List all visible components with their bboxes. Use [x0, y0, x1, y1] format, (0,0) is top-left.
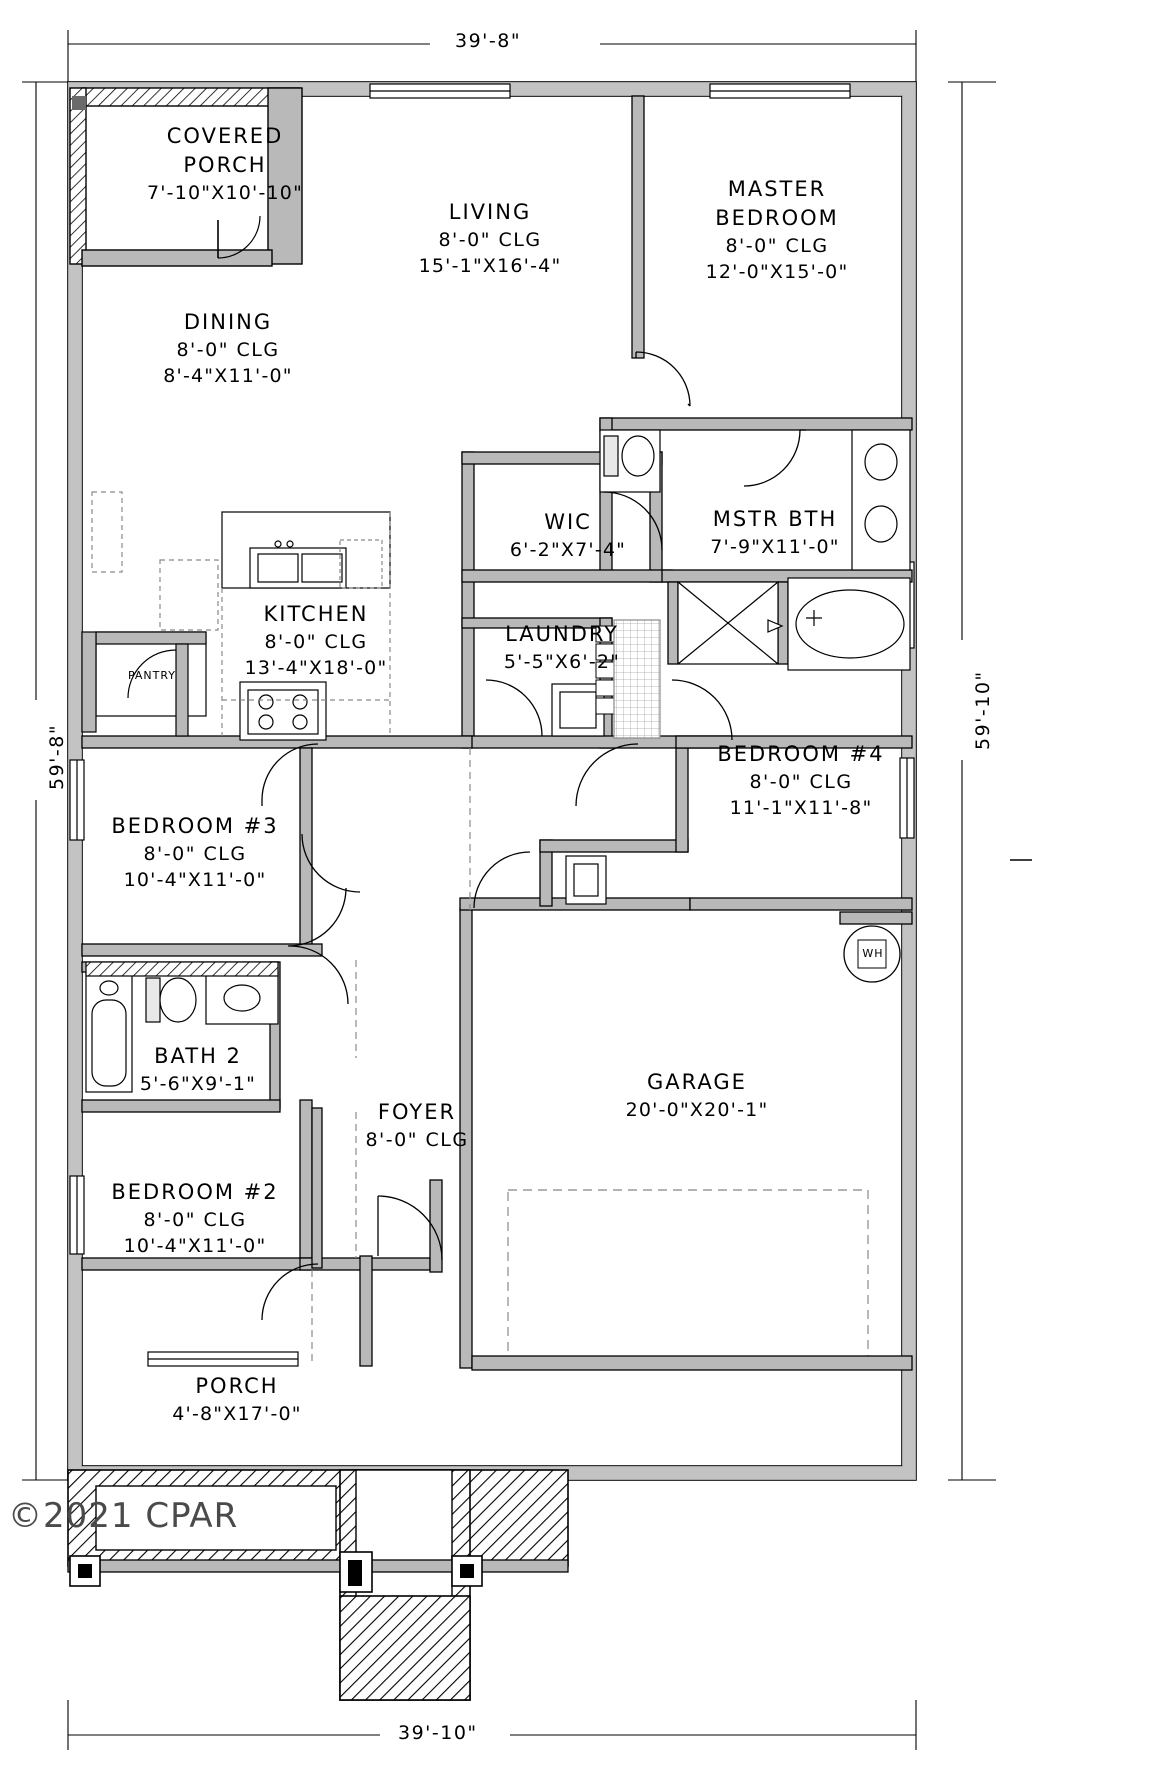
pantry-area	[82, 492, 206, 736]
room-label-bedroom-3: BEDROOM #3 8'-0" CLG 10'-4"X11'-0"	[111, 814, 279, 892]
label-water-heater: WH	[862, 947, 884, 960]
room-label-dining: DINING 8'-0" CLG 8'-4"X11'-0"	[163, 310, 293, 388]
dimension-bottom-width: 39'-10"	[398, 1722, 478, 1744]
room-label-bedroom-2: BEDROOM #2 8'-0" CLG 10'-4"X11'-0"	[111, 1180, 279, 1258]
hall-niche	[566, 856, 606, 904]
garage-area	[472, 1190, 912, 1370]
copyright-notice: ©2021 CPAR	[8, 1496, 239, 1536]
dimension-right-height: 59'-10"	[972, 670, 994, 750]
room-label-master-bath: MSTR BTH 7'-9"X11'-0"	[710, 507, 840, 558]
door-swings	[262, 352, 806, 1320]
room-label-laundry: LAUNDRY 5'-5"X6'-2"	[503, 622, 621, 673]
room-label-kitchen: KITCHEN 8'-0" CLG 13'-4"X18'-0"	[244, 602, 388, 680]
room-label-pantry: PANTRY	[127, 669, 177, 682]
room-label-bedroom-4: BEDROOM #4 8'-0" CLG 11'-1"X11'-8"	[717, 742, 885, 820]
room-label-living: LIVING 8'-0" CLG 15'-1"X16'-4"	[418, 200, 562, 278]
room-label-porch: PORCH 4'-8"X17'-0"	[172, 1374, 302, 1425]
room-label-wic: WIC 6'-2"X7'-4"	[509, 510, 627, 561]
room-label-bath-2: BATH 2 5'-6"X9'-1"	[139, 1044, 257, 1095]
room-label-garage: GARAGE 20'-0"X20'-1"	[625, 1070, 769, 1121]
dimension-top-width: 39'-8"	[455, 30, 522, 52]
dimension-left-height: 59'-8"	[46, 723, 68, 790]
room-label-foyer: FOYER 8'-0" CLG	[365, 1100, 469, 1151]
room-label-master-bedroom: MASTER BEDROOM 8'-0" CLG 12'-0"X15'-0"	[705, 177, 849, 284]
dashed-reference-lines	[312, 748, 470, 1366]
room-label-covered-porch: COVERED PORCH 7'-10"X10'-10"	[146, 124, 304, 204]
